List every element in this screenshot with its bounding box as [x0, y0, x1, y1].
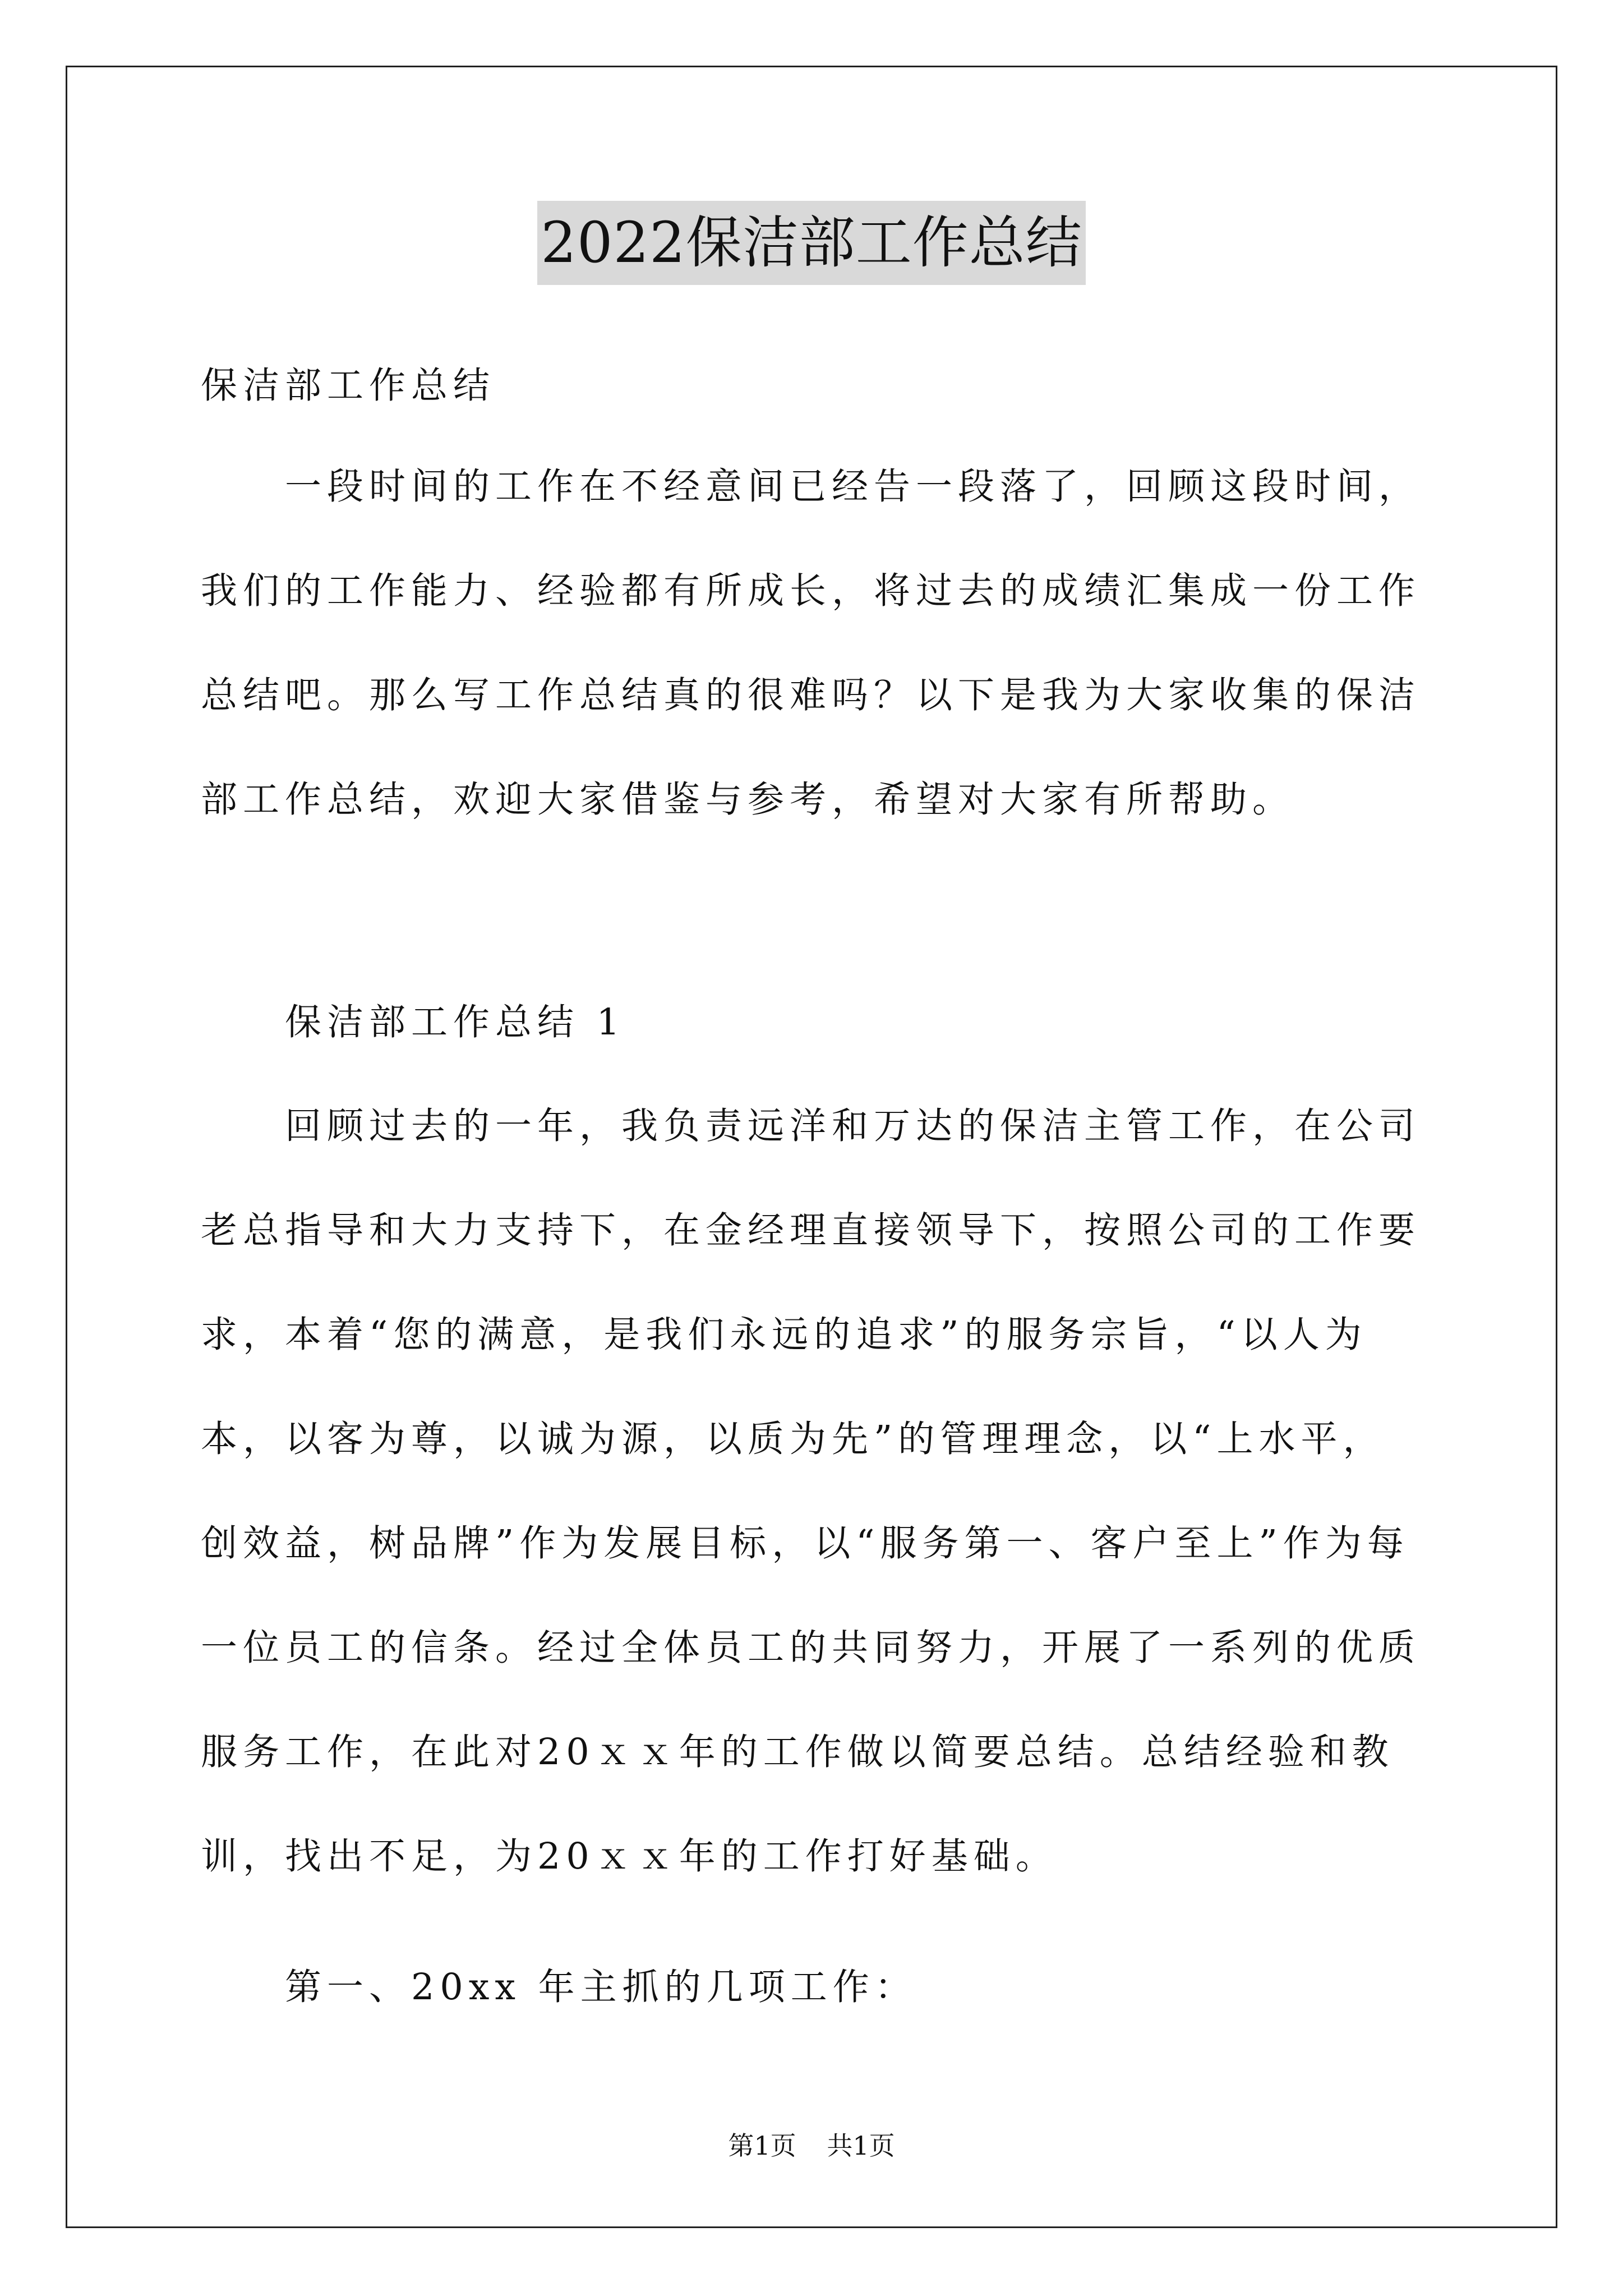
- page-total: 共1页: [827, 2131, 895, 2161]
- intro-paragraph: 一段时间的工作在不经意间已经告一段落了，回顾这段时间，我们的工作能力、经验都有所成长，将过去的成绩汇集成一份工作总结吧。那么写工作总结真的很难吗？以下是我为大家收集的保洁部工作总结，欢迎大家借鉴与参考，希望对大家有所帮助。: [201, 466, 1421, 821]
- first-point-heading: 第一、20xx 年主抓的几项工作：: [285, 1966, 917, 2008]
- section-heading: 保洁部工作总结 1: [285, 1001, 626, 1043]
- page-footer: [0, 2129, 1623, 2162]
- section-paragraph: 回顾过去的一年，我负责远洋和万达的保洁主管工作，在公司老总指导和大力支持下，在金经理直接领导下，按照公司的工作要求，本着“您的满意，是我们永远的追求”的服务宗旨，“以人为本，以客为尊，以诚为源，以质为先”的管理理念，以“上水平，创效益，树品牌”作为发展目标，以“服务第一、客户至上”作为每一位员工的信条。经过全体员工的共同努力，开展了一系列的优质服务工作，在此对20ｘｘ年的工作做以简要总结。总结经验和教训，找出不足，为20ｘｘ年的工作打好基础。: [201, 1105, 1421, 1878]
- page-number: 第1页: [728, 2131, 796, 2161]
- title-container: [0, 201, 1623, 285]
- document-subtitle: 保洁部工作总结: [201, 365, 496, 407]
- document-title: 2022保洁部工作总结: [537, 201, 1086, 285]
